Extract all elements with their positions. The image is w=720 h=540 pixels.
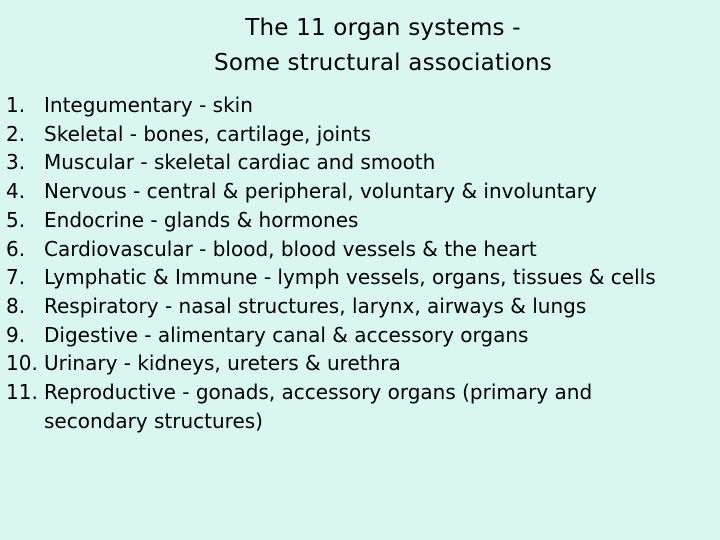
list-item-number: 9. (6, 322, 26, 347)
slide-title-line-1: The 11 organ systems - (245, 15, 521, 41)
list-item-text: Integumentary - skin (44, 93, 253, 117)
list-item-number: 5. (6, 207, 26, 232)
list-item-text: Lymphatic & Immune - lymph vessels, organs, tissues & cells (44, 265, 656, 290)
list-item-text: Skeletal - bones, cartilage, joints (44, 121, 372, 146)
list-item (6, 349, 718, 378)
list-item-number: 8. (6, 293, 26, 318)
list-item-number: 1. (6, 93, 26, 117)
list-item (6, 206, 718, 235)
list-item (6, 120, 718, 149)
list-item (6, 321, 718, 350)
list-item (6, 177, 718, 206)
list-item-number: 7. (6, 265, 26, 290)
list-item-continuation: secondary structures) (44, 408, 263, 433)
list-item-text: Urinary - kidneys, ureters & urethra (44, 351, 401, 376)
list-item-number: 10. (6, 351, 38, 376)
list-item (6, 235, 718, 264)
list-item (6, 263, 718, 292)
list-item (6, 292, 718, 321)
list-item-number: 3. (6, 150, 26, 175)
list-item-number: 11. (6, 380, 38, 405)
list-item-text: Respiratory - nasal structures, larynx, airways & lungs (44, 293, 587, 318)
list-item-text: Cardiovascular - blood, blood vessels & the heart (44, 236, 537, 261)
list-item-text: Nervous - central & peripheral, voluntary & involuntary (44, 179, 597, 204)
list-item (6, 378, 718, 407)
list-item-number: 2. (6, 121, 26, 146)
organ-systems-list (6, 91, 718, 435)
list-item-number: 4. (6, 179, 26, 204)
list-item (6, 91, 718, 120)
list-item-number: 6. (6, 236, 26, 261)
list-item-text: Muscular - skeletal cardiac and smooth (44, 150, 436, 175)
list-item (6, 148, 718, 177)
list-item-text: Digestive - alimentary canal & accessory organs (44, 322, 529, 347)
list-item-text: Reproductive - gonads, accessory organs (primary and (44, 380, 593, 405)
list-item-text: Endocrine - glands & hormones (44, 207, 359, 232)
slide-title-line-2: Some structural associations (214, 50, 552, 76)
